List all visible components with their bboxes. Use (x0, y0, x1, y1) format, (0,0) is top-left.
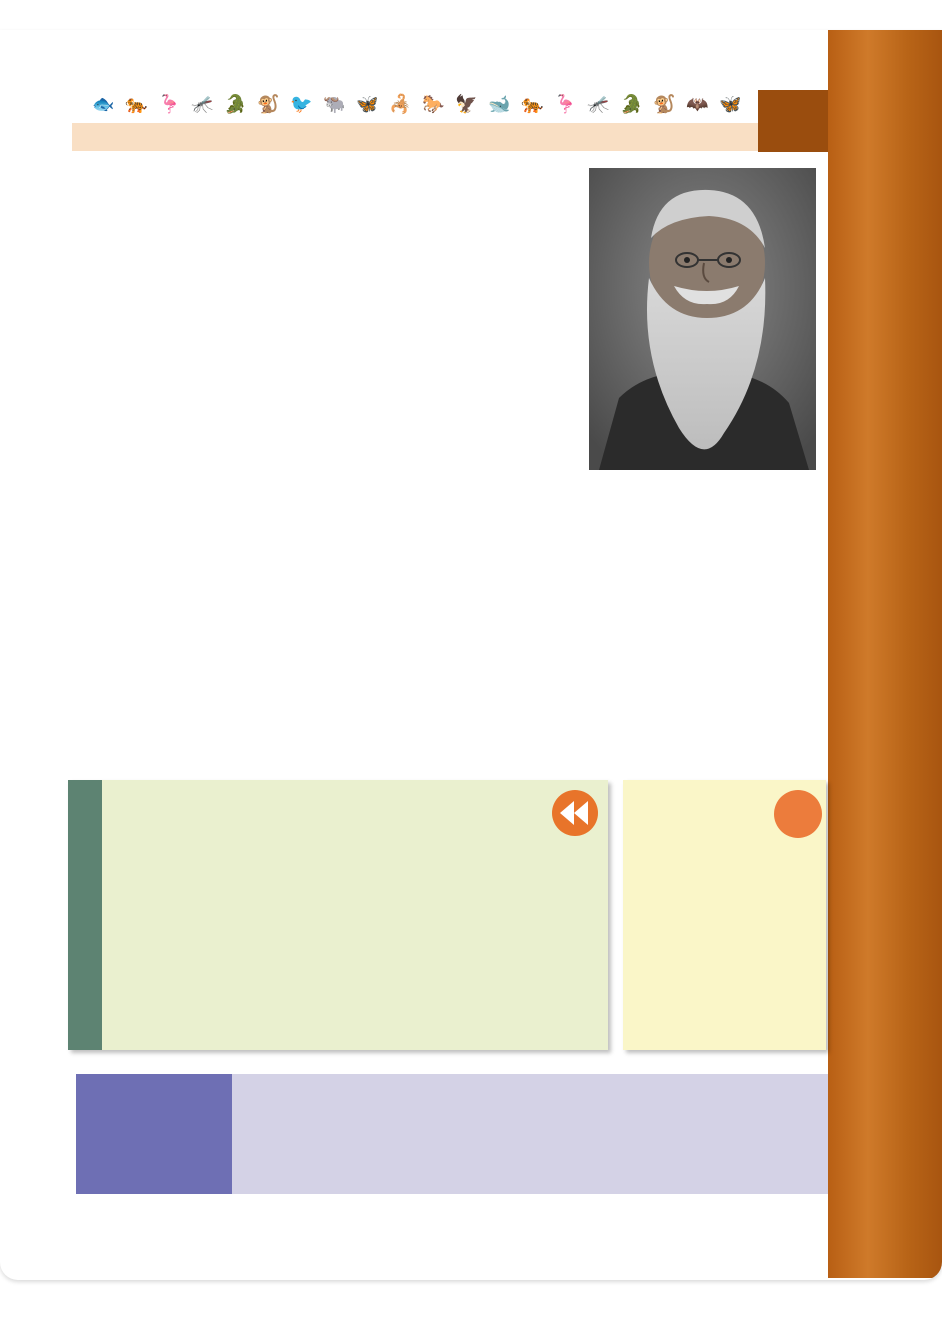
top-search-banner[interactable] (0, 0, 942, 30)
page-number (764, 90, 844, 152)
orange-side-band (828, 30, 942, 1278)
rewind-icon[interactable] (552, 790, 598, 836)
questions-box (68, 780, 608, 1050)
exclamation-icon (774, 790, 822, 838)
rewind-icon-glyph (552, 790, 598, 836)
header-band (72, 123, 758, 151)
questions-number-strip (68, 780, 102, 1050)
textbook-page (0, 30, 942, 1280)
portrait-photo (589, 168, 816, 470)
think-label-panel (76, 1074, 232, 1194)
footer-links (0, 1290, 942, 1304)
portrait-image (589, 168, 816, 470)
animal-silhouettes-icon: 🐟 🐅 🦩 🦟 🐊 🐒 🐦 🐃 🦋 🦂 🐎 🦅 🐋 🐅 🦩 🦟 🐊 🐒 🦇 🦋 (92, 94, 742, 115)
